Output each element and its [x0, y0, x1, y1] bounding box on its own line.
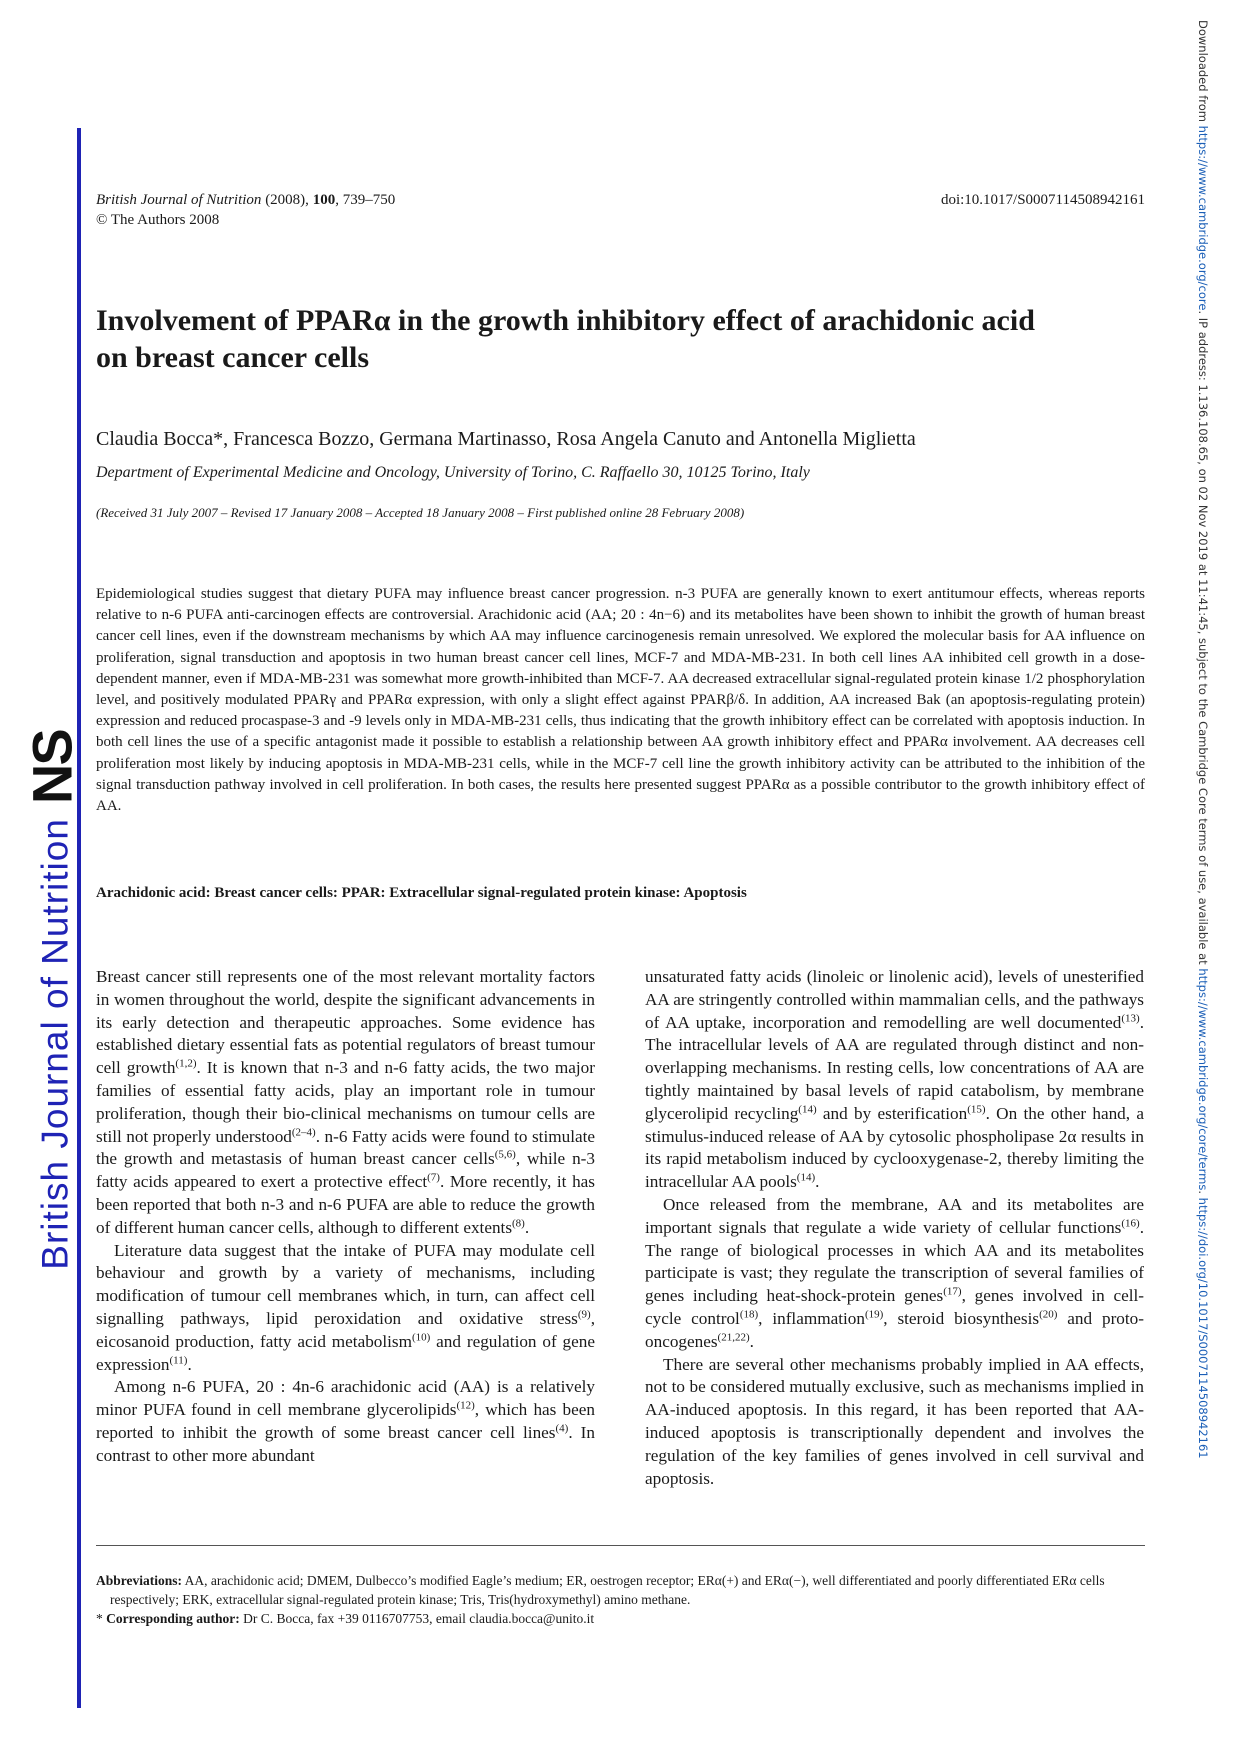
- journal-logo-text: British Journal of Nutrition: [34, 818, 76, 1270]
- download-sep: .: [1196, 1190, 1210, 1194]
- reference-citation: (18): [739, 1308, 759, 1321]
- terms-link[interactable]: https://www.cambridge.org/core/terms: [1196, 968, 1210, 1191]
- reference-citation: (16): [1121, 1217, 1140, 1230]
- author-affiliation: Department of Experimental Medicine and Oncology, University of Torino, C. Raffaello 30, 10125 Torino, Italy: [96, 464, 810, 481]
- reference-citation: (21,22): [717, 1331, 750, 1344]
- ns-logo-mark: NS: [20, 730, 84, 805]
- body-column-right: [645, 966, 1144, 1490]
- reference-citation: (12): [456, 1399, 475, 1412]
- body-column-left: [96, 966, 595, 1468]
- journal-name: British Journal of Nutrition: [96, 192, 262, 208]
- reference-citation: (9): [577, 1308, 591, 1321]
- reference-citation: (19): [864, 1308, 884, 1321]
- citation-volume: 100: [312, 192, 336, 208]
- abbreviations-label: Abbreviations:: [96, 1573, 183, 1588]
- reference-citation: (10): [412, 1331, 431, 1344]
- abbreviations-text: AA, arachidonic acid; DMEM, Dulbecco’s modified Eagle’s medium; ER, oestrogen receptor; ERα(+) and ERα(−), well differentiated and poorly differentiated ERα cells respectively; ERK, extracellular signal-regulated protein kinase; Tris, Tris(hydroxymethyl) amino methane.: [110, 1573, 1105, 1607]
- reference-citation: (2–4): [291, 1125, 316, 1138]
- reference-citation: (11): [169, 1353, 188, 1366]
- body-paragraph: Once released from the membrane, AA and its metabolites are important signals that regulate a wide variety of cellular functions$^{(16)}$. The range of biological processes in which AA and its metabolites participate is vast; they regulate the transcription of several families of genes including heat-shock-protein genes$^{(17)}$, genes involved in cell-cycle control$^{(18)}$, inflammation$^{(19)}$, steroid biosynthesis$^{(20)}$ and proto-oncogenes$^{(21,22)}$.: [645, 1194, 1144, 1351]
- reference-citation: (5,6): [494, 1148, 516, 1161]
- reference-citation: (8): [512, 1217, 525, 1230]
- citation-year: (2008),: [261, 192, 313, 208]
- reference-citation: (15): [967, 1103, 986, 1116]
- reference-citation: (17): [943, 1285, 962, 1298]
- reference-citation: (4): [555, 1422, 569, 1435]
- publication-history: (Received 31 July 2007 – Revised 17 January 2008 – Accepted 18 January 2008 – First published online 28 February 2008): [96, 505, 745, 520]
- body-paragraph: There are several other mechanisms probably implied in AA effects, not to be considered mutually exclusive, such as mechanisms implied in AA-induced apoptosis. In this regard, it has been reported that AA-induced apoptosis is transcriptionally dependent and involves the regulation of the key families of genes involved in cell survival and apoptosis.: [645, 1354, 1144, 1488]
- reference-citation: (14): [796, 1171, 816, 1184]
- corresponding-author-note: [96, 1609, 1145, 1628]
- footnotes: [96, 1571, 1145, 1628]
- citation-line: [96, 190, 395, 210]
- corr-label: Corresponding author:: [106, 1611, 240, 1626]
- doi-header: doi:10.1017/S0007114508942161: [940, 192, 1145, 208]
- abstract: Epidemiological studies suggest that dietary PUFA may influence breast cancer progression. n-3 PUFA are generally known to exert antitumour effects, whereas reports relative to n-6 PUFA anti-carcinogen effects are controversial. Arachidonic acid (AA; 20 : 4n−6) and its metabolites have been shown to inhibit the growth of human breast cancer cell lines, even if the downstream mechanisms by which AA may influence carcinogenesis remain unresolved. We explored the molecular basis for AA influence on proliferation, signal transduction and apoptosis in two human breast cancer cell lines, MCF-7 and MDA-MB-231. In both cell lines AA inhibited cell growth in a dose-dependent manner, even if MDA-MB-231 was somewhat more growth-inhibited than MCF-7. AA decreased extracellular signal-regulated protein kinase 1/2 phosphorylation level, and positively modulated PPARγ and PPARα expression, with only a slight effect against PPARβ/δ. In addition, AA increased Bak (an apoptosis-regulating protein) expression and reduced procaspase-3 and -9 levels only in MDA-MB-231 cells, thus indicating that the growth inhibitory effect can be correlated with apoptosis induction. In both cell lines the use of a specific antagonist made it possible to establish a relationship between AA growth inhibitory effect and PPARα involvement. AA decreases cell proliferation most likely by inducing apoptosis in MDA-MB-231 cells, while in the MCF-7 cell line the growth inhibitory activity can be attributed to the inhibition of the signal transduction pathway involved in cell proliferation. In both cases, the results here presented suggest PPARα as a possible contributor to the growth inhibitory effect of AA.: [96, 586, 1145, 815]
- citation-header: [96, 190, 395, 230]
- body-paragraph: Literature data suggest that the intake of PUFA may modulate cell behaviour and growth by a variety of mechanisms, including modification of tumour cell membranes which, in turn, can affect cell signalling pathways, lipid peroxidation and oxidative stress$^{(9)}$, eicosanoid production, fatty acid metabolism$^{(10)}$ and regulation of gene expression$^{(11)}$.: [96, 1240, 595, 1374]
- keywords: Arachidonic acid: Breast cancer cells: PPAR: Extracellular signal-regulated protein kinase: Apoptosis: [96, 885, 747, 901]
- download-prefix: Downloaded from: [1196, 20, 1210, 122]
- cambridge-core-link[interactable]: https://www.cambridge.org/core: [1196, 125, 1210, 311]
- title-line-2: on breast cancer cells: [96, 341, 370, 374]
- doi-link[interactable]: https://doi.org/10.1017/S0007114508942161: [1196, 1197, 1210, 1459]
- citation-pages: , 739–750: [335, 192, 396, 208]
- corr-star: *: [96, 1611, 107, 1626]
- article-title: [96, 302, 1146, 376]
- author-list: Claudia Bocca*, Francesca Bozzo, Germana Martinasso, Rosa Angela Canuto and Antonella Miglietta: [96, 428, 916, 450]
- reference-citation: (1,2): [175, 1057, 197, 1070]
- corr-text: Dr C. Bocca, fax +39 0116707753, email claudia.bocca@unito.it: [239, 1611, 595, 1626]
- footnote-divider: [96, 1545, 1145, 1546]
- body-paragraph: unsaturated fatty acids (linoleic or linolenic acid), levels of unesterified AA are stringently controlled within mammalian cells, and the pathways of AA uptake, incorporation and remodelling are well documented$^{(13)}$. The intracellular levels of AA are regulated through distinct and non-overlapping mechanisms. In resting cells, low concentrations of AA are tightly maintained by basal levels of rapid catabolism, by membrane glycerolipid recycling$^{(14)}$ and by esterification$^{(15)}$. On the other hand, a stimulus-induced release of AA by cytosolic phospholipase 2α results in its rapid metabolism induced by cyclooxygenase-2, thereby limiting the intracellular AA pools$^{(14)}$.: [645, 967, 1144, 1192]
- title-line-1: Involvement of PPARα in the growth inhibitory effect of arachidonic acid: [96, 304, 1035, 337]
- reference-citation: (20): [1039, 1308, 1058, 1321]
- reference-citation: (13): [1121, 1011, 1140, 1024]
- reference-citation: (7): [427, 1171, 440, 1184]
- body-paragraph: Breast cancer still represents one of the most relevant mortality factors in women throughout the world, despite the significant advancements in its early detection and therapeutic approaches. Some evidence has established dietary essential fats as potential regulators of breast tumour cell growth$^{(1,2)}$. It is known that n-3 and n-6 fatty acids, the two major families of essential fatty acids, play an important role in tumour proliferation, though their bio-clinical mechanisms on tumour cells are still not properly understood$^{(2-4)}$. n-6 Fatty acids were found to stimulate the growth and metastasis of human breast cancer cells$^{(5,6)}$, while n-3 fatty acids appeared to exert a protective effect$^{(7)}$. More recently, it has been reported that both n-3 and n-6 PUFA are able to reduce the growth of different human cancer cells, although to different extents$^{(8)}$.: [96, 967, 595, 1237]
- abbreviations-note: [96, 1571, 1145, 1609]
- reference-citation: (14): [798, 1103, 817, 1116]
- download-middle: . IP address: 1.136.108.65, on 02 Nov 2019 at 11:41:45, subject to the Cambridge Core terms of use, available at: [1196, 310, 1210, 965]
- body-paragraph: Among n-6 PUFA, 20 : 4n-6 arachidonic acid (AA) is a relatively minor PUFA found in cell membrane glycerolipids$^{(12)}$, which has been reported to inhibit the growth of some breast cancer cell lines$^{(4)}$. In contrast to other more abundant: [96, 1377, 595, 1465]
- copyright-line: © The Authors 2008: [96, 212, 220, 228]
